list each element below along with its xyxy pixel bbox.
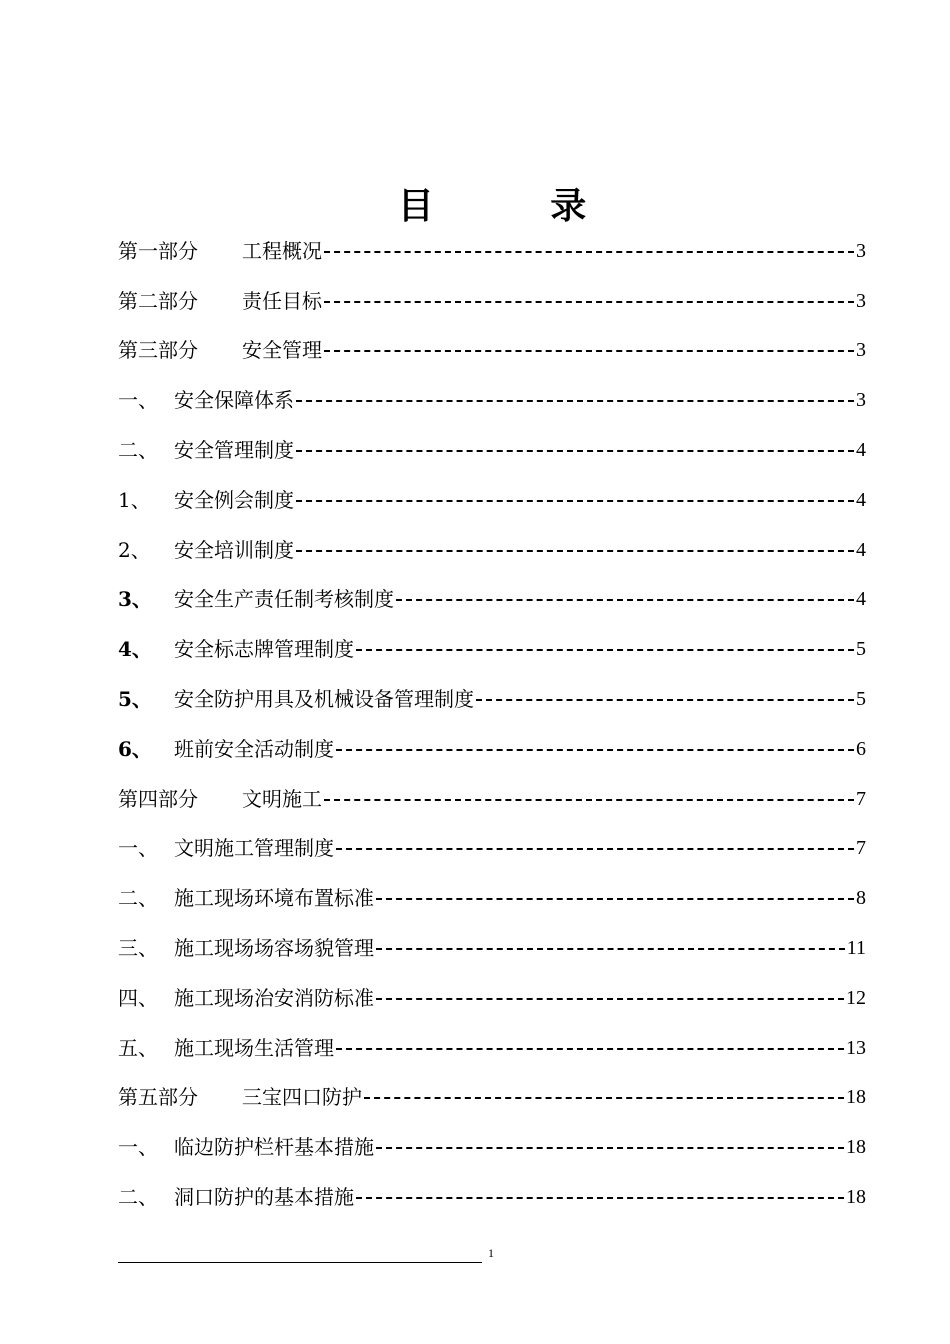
toc-entry-title: 安全保障体系 xyxy=(174,388,294,413)
toc-entry-number: 第二部分 xyxy=(118,288,198,313)
toc-leader-dashes xyxy=(396,599,854,601)
toc-entry-number: 二、 xyxy=(118,1185,158,1210)
toc-entry-page: 5 xyxy=(856,638,866,661)
toc-entry-title: 施工现场环境布置标准 xyxy=(174,886,374,911)
toc-entry xyxy=(118,624,866,674)
page-title: 目 录 xyxy=(397,186,639,227)
toc-entry xyxy=(118,824,866,874)
toc-entry xyxy=(118,1023,866,1073)
toc-entry-title: 班前安全活动制度 xyxy=(174,736,334,761)
toc-entry-page: 6 xyxy=(856,737,866,760)
toc-entry-number: 二、 xyxy=(118,438,158,463)
toc-entry xyxy=(118,525,866,575)
toc-entry-number: 四、 xyxy=(118,985,158,1010)
toc-entry-number: 三、 xyxy=(118,936,158,961)
toc-entry xyxy=(118,674,866,724)
toc-entry-title: 安全管理制度 xyxy=(174,438,294,463)
toc-entry-page: 3 xyxy=(856,389,866,412)
toc-entry-page: 4 xyxy=(856,488,866,511)
toc-entry-title: 施工现场治安消防标准 xyxy=(174,985,374,1010)
toc-leader-dashes xyxy=(296,450,854,452)
toc-entry-title: 安全防护用具及机械设备管理制度 xyxy=(174,687,474,712)
toc-leader-dashes xyxy=(376,998,844,1000)
toc-leader-dashes xyxy=(376,1147,844,1149)
toc-leader-dashes xyxy=(356,649,854,651)
toc-entry-page: 18 xyxy=(846,1186,866,1209)
toc-entry-title: 施工现场场容场貌管理 xyxy=(174,936,374,961)
toc-leader-dashes xyxy=(324,350,854,352)
toc-leader-dashes xyxy=(336,1048,844,1050)
toc-entry-number: 5、 xyxy=(118,687,152,712)
toc-leader-dashes xyxy=(376,948,845,950)
toc-leader-dashes xyxy=(296,550,854,552)
toc-entry xyxy=(118,774,866,824)
toc-entry-number: 4、 xyxy=(118,637,152,662)
toc-entry xyxy=(118,276,866,326)
toc-leader-dashes xyxy=(296,400,854,402)
toc-entry-page: 12 xyxy=(846,986,866,1009)
toc-leader-dashes xyxy=(336,848,854,850)
table-of-contents xyxy=(118,226,866,1222)
toc-entry-page: 4 xyxy=(856,588,866,611)
toc-entry xyxy=(118,973,866,1023)
toc-entry-page: 18 xyxy=(846,1136,866,1159)
toc-leader-dashes xyxy=(476,699,854,701)
toc-entry xyxy=(118,326,866,376)
toc-entry-number: 第三部分 xyxy=(118,338,198,363)
toc-entry-number: 1、 xyxy=(118,487,151,512)
toc-leader-dashes xyxy=(376,898,854,900)
toc-entry-title: 文明施工管理制度 xyxy=(174,836,334,861)
toc-leader-dashes xyxy=(324,251,854,253)
footer-divider xyxy=(118,1262,482,1263)
toc-entry-number: 一、 xyxy=(118,388,158,413)
toc-entry-number: 五、 xyxy=(118,1035,158,1060)
toc-entry-title: 文明施工 xyxy=(242,786,322,811)
toc-entry xyxy=(118,1122,866,1172)
toc-entry xyxy=(118,1172,866,1222)
toc-entry-title: 安全生产责任制考核制度 xyxy=(174,587,394,612)
toc-entry-title: 安全标志牌管理制度 xyxy=(174,637,354,662)
toc-entry-title: 施工现场生活管理 xyxy=(174,1035,334,1060)
toc-entry-number: 6、 xyxy=(118,736,152,761)
toc-entry-number: 二、 xyxy=(118,886,158,911)
toc-entry xyxy=(118,425,866,475)
toc-leader-dashes xyxy=(364,1097,844,1099)
toc-leader-dashes xyxy=(296,500,854,502)
toc-entry xyxy=(118,873,866,923)
toc-leader-dashes xyxy=(324,301,854,303)
toc-entry-title: 临边防护栏杆基本措施 xyxy=(174,1135,374,1160)
toc-entry-title: 安全例会制度 xyxy=(174,487,294,512)
toc-entry-page: 3 xyxy=(856,239,866,262)
toc-leader-dashes xyxy=(324,799,854,801)
toc-entry-page: 3 xyxy=(856,289,866,312)
toc-entry-title: 工程概况 xyxy=(242,238,322,263)
toc-entry xyxy=(118,575,866,625)
toc-entry-page: 3 xyxy=(856,339,866,362)
toc-entry-number: 2、 xyxy=(118,537,151,562)
toc-entry-title: 三宝四口防护 xyxy=(242,1085,362,1110)
toc-entry-page: 4 xyxy=(856,538,866,561)
toc-entry-page: 13 xyxy=(846,1036,866,1059)
toc-entry xyxy=(118,226,866,276)
toc-entry-title: 洞口防护的基本措施 xyxy=(174,1185,354,1210)
toc-entry-number: 第五部分 xyxy=(118,1085,198,1110)
toc-entry-title: 安全培训制度 xyxy=(174,537,294,562)
toc-entry-number: 第四部分 xyxy=(118,786,198,811)
toc-entry-title: 安全管理 xyxy=(242,338,322,363)
toc-entry-title: 责任目标 xyxy=(242,288,322,313)
toc-entry xyxy=(118,1073,866,1123)
toc-entry xyxy=(118,475,866,525)
toc-entry-number: 3、 xyxy=(118,587,152,612)
footer-page-number: 1 xyxy=(488,1246,494,1260)
toc-entry-page: 7 xyxy=(856,787,866,810)
toc-entry-page: 11 xyxy=(846,937,866,960)
toc-entry xyxy=(118,375,866,425)
toc-entry-page: 18 xyxy=(846,1086,866,1109)
toc-entry-number: 一、 xyxy=(118,836,158,861)
toc-entry-number: 第一部分 xyxy=(118,238,198,263)
toc-entry-number: 一、 xyxy=(118,1135,158,1160)
toc-entry xyxy=(118,724,866,774)
toc-entry-page: 7 xyxy=(856,837,866,860)
toc-leader-dashes xyxy=(336,749,854,751)
toc-entry-page: 4 xyxy=(856,439,866,462)
toc-entry xyxy=(118,923,866,973)
toc-entry-page: 8 xyxy=(856,887,866,910)
toc-leader-dashes xyxy=(356,1197,844,1199)
toc-entry-page: 5 xyxy=(856,688,866,711)
